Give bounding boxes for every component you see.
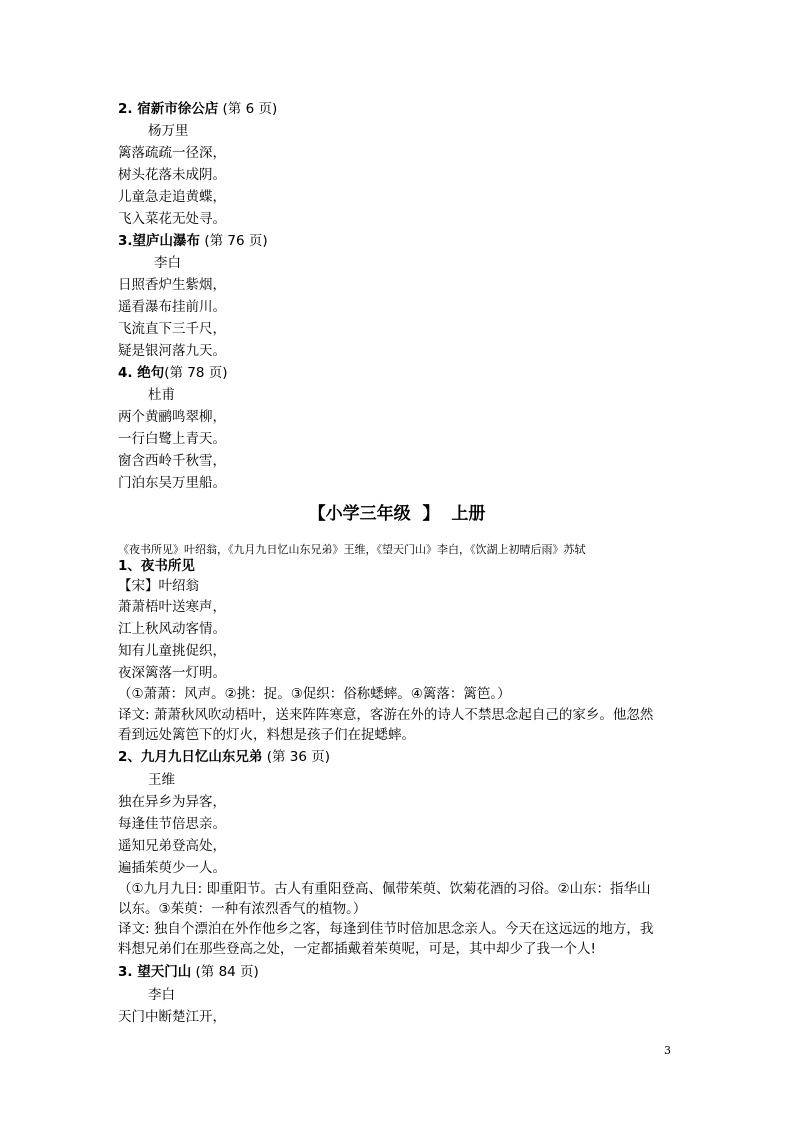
poem-author: 王维 (148, 772, 175, 788)
section-heading: 【小学三年级 】 上册 (308, 504, 486, 524)
poem-translation: 译文: 萧萧秋风吹动梧叶，送来阵阵寒意，客游在外的诗人不禁思念起自己的家乡。他忽然 (118, 707, 654, 723)
poem-line: 萧萧梧叶送寒声， (118, 599, 226, 615)
poem-translation: 料想兄弟们在那些登高之处，一定都插戴着茱萸呢，可是，其中却少了我一个人! (118, 941, 596, 957)
poem-title: 2. 宿新市徐公店 (第 6 页) (118, 101, 278, 117)
poem-line: 每逢佳节倍思亲。 (118, 816, 226, 832)
poem-notes: （①萧萧：风声。②挑：捉。③促织：俗称蟋蟀。④篱落：篱笆。） (118, 686, 511, 702)
poem-title: 3. 望天门山 (第 84 页) (118, 964, 259, 980)
poem-line: 疑是银河落九天。 (118, 343, 226, 359)
poem-line: 树头花落未成阴。 (118, 167, 226, 183)
poem-line: 江上秋风动客情。 (118, 621, 226, 637)
poem-title: 2、九月九日忆山东兄弟 (第 36 页) (118, 749, 330, 765)
poem-line: 独在异乡为异客， (118, 794, 226, 810)
poem-line: 两个黄鹂鸣翠柳， (118, 409, 226, 425)
poem-line: 飞入菜花无处寻。 (118, 211, 226, 227)
poem-author: 杜甫 (148, 387, 175, 403)
poem-line: 夜深篱落一灯明。 (118, 665, 226, 681)
poem-line: 飞流直下三千尺， (118, 321, 226, 337)
poem-line: 天门中断楚江开， (118, 1009, 226, 1025)
page-number: 3 (664, 1044, 671, 1057)
poem-line: 门泊东吴万里船。 (118, 475, 226, 491)
poem-author: 杨万里 (148, 123, 189, 139)
poem-translation: 译文: 独自个漂泊在外作他乡之客，每逢到佳节时倍加思念亲人。今天在这远远的地方，我 (118, 921, 654, 937)
poem-line: 窗含西岭千秋雪， (118, 453, 226, 469)
poem-line: 篱落疏疏一径深， (118, 145, 226, 161)
poem-translation: 看到远处篱笆下的灯火，料想是孩子们在捉蟋蟀。 (118, 727, 415, 743)
poem-line: 遍插茱萸少一人。 (118, 860, 226, 876)
poem-title: 4. 绝句(第 78 页) (118, 365, 228, 381)
poem-title: 3.望庐山瀑布 (第 76 页) (118, 233, 268, 249)
poem-line: 日照香炉生紫烟， (118, 277, 226, 293)
poem-line: 一行白鹭上青天。 (118, 431, 226, 447)
poem-line: 遥看瀑布挂前川。 (118, 299, 226, 315)
poem-author: 李白 (154, 255, 181, 271)
poem-title: 1、夜书所见 (118, 558, 195, 574)
poem-author: 【宋】叶绍翁 (118, 578, 199, 594)
poem-line: 遥知兄弟登高处， (118, 838, 226, 854)
poem-notes: 以东。③茱萸：一种有浓烈香气的植物。） (118, 901, 367, 917)
poem-line: 儿童急走追黄蝶， (118, 189, 226, 205)
section-summary: 《夜书所见》叶绍翁，《九月九日忆山东兄弟》王维，《望天门山》李白，《饮湖上初晴后雨》苏轼 (118, 543, 586, 556)
poem-author: 李白 (148, 987, 175, 1003)
poem-line: 知有儿童挑促织， (118, 643, 226, 659)
poem-notes: （①九月九日: 即重阳节。古人有重阳登高、佩带茱萸、饮菊花酒的习俗。②山东：指华山 (118, 881, 651, 897)
